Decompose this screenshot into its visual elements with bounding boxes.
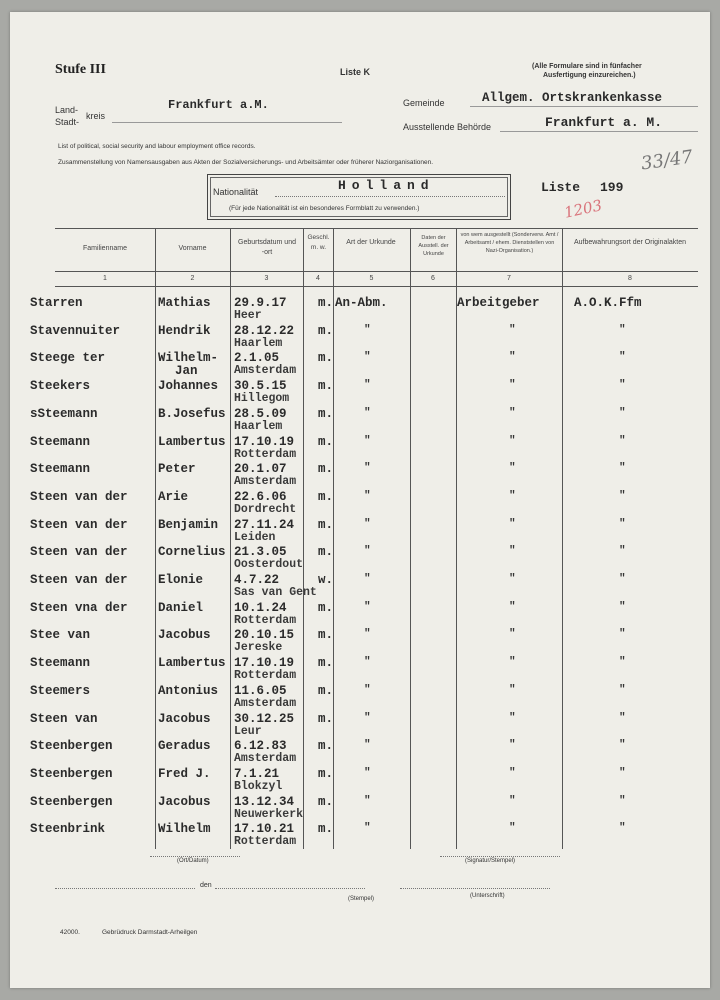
row-sex: m.	[318, 351, 334, 365]
row-surname: Steen van der	[30, 518, 128, 532]
row-surname: Steenbergen	[30, 767, 113, 781]
gemeinde-value: Allgem. Ortskrankenkasse	[482, 91, 663, 105]
row-document-type: "	[364, 573, 371, 585]
row-document-type: "	[364, 407, 371, 419]
row-birth-place: Dordrecht	[234, 503, 297, 516]
row-archive: "	[619, 490, 626, 502]
liste-label: Liste	[541, 180, 581, 195]
behoerde-value: Frankfurt a. M.	[545, 115, 663, 130]
row-issuer: "	[509, 795, 516, 807]
row-first-name: Jacobus	[158, 628, 211, 642]
row-first-name: Daniel	[158, 601, 204, 615]
row-birth-date: 17.10.19	[234, 656, 295, 670]
row-issuer: "	[509, 545, 516, 557]
row-surname: Steemann	[30, 656, 91, 670]
row-birth-date: 20.1.07	[234, 462, 287, 476]
row-archive: "	[619, 545, 626, 557]
row-sex: m.	[318, 518, 334, 532]
row-archive: A.O.K.Ffm	[574, 296, 642, 310]
row-document-type: An-Abm.	[335, 296, 388, 310]
colnum-bottom-border	[55, 286, 698, 287]
row-surname: Steen van	[30, 712, 98, 726]
gemeinde-label: Gemeinde	[403, 98, 445, 108]
row-document-type: "	[364, 324, 371, 336]
row-surname: Steen van der	[30, 490, 128, 504]
row-sex: m.	[318, 767, 334, 781]
header-bottom-border	[55, 271, 698, 272]
row-surname: Steemann	[30, 462, 91, 476]
row-birth-place: Amsterdam	[234, 364, 297, 377]
unterschrift-label: (Unterschrift)	[470, 893, 505, 899]
col-num-1: 1	[103, 275, 107, 282]
col-header-ausgestellt-von: von wem ausgestellt (Sonderverw. Amt / Arbeitsamt / ehem. Dienststellen von Nazi-Organisation.)	[460, 232, 559, 254]
row-archive: "	[619, 324, 626, 336]
row-first-name: Jacobus	[158, 795, 211, 809]
col-num-6: 6	[431, 275, 435, 282]
row-issuer: "	[509, 601, 516, 613]
row-issuer: "	[509, 351, 516, 363]
row-archive: "	[619, 795, 626, 807]
row-document-type: "	[364, 739, 371, 751]
row-surname: sSteemann	[30, 407, 98, 421]
row-birth-place: Haarlem	[234, 337, 283, 350]
row-sex: m.	[318, 601, 334, 615]
row-sex: m.	[318, 296, 334, 310]
col-divider-1	[155, 228, 156, 849]
row-issuer: "	[509, 573, 516, 585]
row-archive: "	[619, 435, 626, 447]
row-birth-date: 17.10.19	[234, 435, 295, 449]
kreis-value: Frankfurt a.M.	[168, 98, 269, 112]
row-surname: Steen van der	[30, 573, 128, 587]
row-document-type: "	[364, 656, 371, 668]
row-archive: "	[619, 767, 626, 779]
row-birth-place: Heer	[234, 309, 262, 322]
den-line-left	[55, 888, 195, 889]
ort-datum-label: (Ort/Datum)	[177, 858, 209, 864]
row-sex: m.	[318, 739, 334, 753]
english-note: List of political, social security and labour employment office records.	[58, 143, 256, 150]
row-birth-place: Rotterdam	[234, 669, 297, 682]
row-first-name: Wilhelm-	[158, 351, 219, 365]
row-issuer: "	[509, 462, 516, 474]
row-document-type: "	[364, 795, 371, 807]
row-archive: "	[619, 822, 626, 834]
row-document-type: "	[364, 435, 371, 447]
col-divider-3	[303, 228, 304, 849]
row-first-name: Jacobus	[158, 712, 211, 726]
row-first-name: Arie	[158, 490, 189, 504]
row-archive: "	[619, 407, 626, 419]
row-document-type: "	[364, 490, 371, 502]
row-birth-date: 11.6.05	[234, 684, 287, 698]
row-sex: m.	[318, 628, 334, 642]
row-archive: "	[619, 712, 626, 724]
row-archive: "	[619, 739, 626, 751]
col-divider-5	[410, 228, 411, 849]
row-archive: "	[619, 684, 626, 696]
col-num-7: 7	[507, 275, 511, 282]
row-first-name: Peter	[158, 462, 196, 476]
form-number: 42000.	[60, 929, 80, 936]
row-issuer: "	[509, 767, 516, 779]
row-birth-place: Oosterdout	[234, 558, 304, 571]
row-issuer: "	[509, 628, 516, 640]
signature-stamp-label: (Signatur/Stempel)	[465, 858, 516, 864]
row-document-type: "	[364, 351, 371, 363]
row-issuer: "	[509, 435, 516, 447]
row-birth-place: Amsterdam	[234, 697, 297, 710]
row-issuer: "	[509, 739, 516, 751]
row-birth-date: 6.12.83	[234, 739, 287, 753]
row-birth-date: 20.10.15	[234, 628, 295, 642]
row-birth-place: Neuwerkerk	[234, 808, 304, 821]
row-birth-date: 30.5.15	[234, 379, 287, 393]
row-first-name: Lambertus	[158, 656, 226, 670]
col-num-5: 5	[369, 275, 374, 282]
row-sex: m.	[318, 795, 334, 809]
row-birth-date: 28.12.22	[234, 324, 295, 338]
row-birth-place: Haarlem	[234, 420, 283, 433]
row-birth-date: 30.12.25	[234, 712, 295, 726]
row-birth-place: Amsterdam	[234, 475, 297, 488]
row-surname: Steenbergen	[30, 795, 113, 809]
land-label: Land-	[55, 105, 79, 115]
unterschrift-line	[400, 888, 550, 889]
row-issuer: "	[509, 407, 516, 419]
row-birth-date: 22.6.06	[234, 490, 287, 504]
row-archive: "	[619, 518, 626, 530]
row-birth-date: 17.10.21	[234, 822, 295, 836]
row-issuer: "	[509, 490, 516, 502]
row-document-type: "	[364, 684, 371, 696]
den-line-right	[215, 888, 365, 889]
row-sex: m.	[318, 407, 334, 421]
row-birth-place: Leur	[234, 725, 262, 738]
row-birth-place: Rotterdam	[234, 614, 297, 627]
row-first-name: Hendrik	[158, 324, 211, 338]
col-header-vorname: Vorname	[178, 245, 207, 252]
row-issuer: "	[509, 656, 516, 668]
row-birth-place: Hillegom	[234, 392, 290, 405]
liste-number: 199	[600, 180, 624, 195]
row-first-name: Mathias	[158, 296, 211, 310]
row-surname: Stee van	[30, 628, 91, 642]
col-divider-6	[456, 228, 457, 849]
row-archive: "	[619, 462, 626, 474]
row-sex: m.	[318, 712, 334, 726]
row-first-name: Wilhelm	[158, 822, 211, 836]
col-num-8: 8	[628, 275, 632, 282]
col-header-art-urkunde: Art der Urkunde	[346, 239, 396, 246]
row-first-name: Fred J.	[158, 767, 211, 781]
row-archive: "	[619, 628, 626, 640]
row-issuer: "	[509, 518, 516, 530]
behoerde-underline	[500, 131, 698, 132]
row-birth-date: 7.1.21	[234, 767, 280, 781]
row-birth-date: 29.9.17	[234, 296, 287, 310]
col-header-geschlecht: Geschl. m. w.	[307, 234, 330, 251]
nationality-dotted	[275, 196, 505, 197]
row-document-type: "	[364, 822, 371, 834]
row-surname: Steekers	[30, 379, 91, 393]
row-document-type: "	[364, 518, 371, 530]
row-issuer: "	[509, 324, 516, 336]
row-surname: Steemann	[30, 435, 91, 449]
row-birth-date: 21.3.05	[234, 545, 287, 559]
row-document-type: "	[364, 601, 371, 613]
row-surname: Steenbergen	[30, 739, 113, 753]
handwritten-corner: 33/47	[639, 146, 695, 175]
row-surname: Stavennuiter	[30, 324, 121, 338]
row-birth-date: 28.5.09	[234, 407, 287, 421]
col-divider-7	[562, 228, 563, 849]
row-sex: w.	[318, 573, 334, 587]
row-birth-date: 27.11.24	[234, 518, 295, 532]
row-issuer: "	[509, 379, 516, 391]
row-first-name-cont: Jan	[175, 364, 198, 378]
col-header-aufbewahrungsort: Aufbewahrungsort der Originalakten	[573, 239, 687, 246]
row-issuer: "	[509, 712, 516, 724]
row-archive: "	[619, 351, 626, 363]
row-first-name: Antonius	[158, 684, 219, 698]
row-first-name: Geradus	[158, 739, 211, 753]
row-document-type: "	[364, 767, 371, 779]
row-surname: Starren	[30, 296, 83, 310]
row-surname: Steege ter	[30, 351, 106, 365]
row-issuer: "	[509, 822, 516, 834]
row-document-type: "	[364, 628, 371, 640]
gemeinde-underline	[470, 106, 698, 107]
row-sex: m.	[318, 656, 334, 670]
row-sex: m.	[318, 545, 334, 559]
row-first-name: Johannes	[158, 379, 219, 393]
stufe-label: Stufe III	[55, 62, 106, 77]
row-archive: "	[619, 573, 626, 585]
col-num-3: 3	[264, 275, 269, 282]
row-document-type: "	[364, 545, 371, 557]
row-document-type: "	[364, 462, 371, 474]
col-divider-4	[333, 228, 334, 849]
stadt-label: Stadt-	[55, 117, 80, 127]
kreis-label: kreis	[86, 111, 106, 121]
row-birth-place: Sas van Gent	[234, 586, 317, 599]
row-archive: "	[619, 656, 626, 668]
row-birth-place: Blokzyl	[234, 780, 283, 793]
row-sex: m.	[318, 379, 334, 393]
row-birth-date: 13.12.34	[234, 795, 295, 809]
nationality-note: (Für jede Nationalität ist ein besonderes Formblatt zu verwenden.)	[229, 205, 420, 212]
row-first-name: Lambertus	[158, 435, 226, 449]
row-birth-date: 2.1.05	[234, 351, 280, 365]
row-document-type: "	[364, 712, 371, 724]
row-archive: "	[619, 379, 626, 391]
row-birth-place: Amsterdam	[234, 752, 297, 765]
col-num-4: 4	[316, 275, 320, 282]
row-surname: Steen van der	[30, 545, 128, 559]
signature-stamp-line	[440, 856, 560, 857]
row-birth-place: Leiden	[234, 531, 276, 544]
row-sex: m.	[318, 490, 334, 504]
row-first-name: B.Josefus	[158, 407, 226, 421]
row-birth-place: Jereske	[234, 641, 283, 654]
row-first-name: Cornelius	[158, 545, 226, 559]
col-header-geburtsdatum: Geburtsdatum und -ort	[238, 239, 296, 256]
col-header-familienname: Familienname	[83, 245, 127, 252]
row-surname: Steemers	[30, 684, 91, 698]
german-note: Zusammenstellung von Namensausgaben aus Akten der Sozialversicherungs- und Arbeitsämter oder früherer Naziorganisationen.	[58, 159, 434, 166]
row-surname: Steen vna der	[30, 601, 128, 615]
col-header-daten-ausstellung: Daten der Ausstell. der Urkunde	[418, 235, 449, 257]
row-birth-place: Rotterdam	[234, 835, 297, 848]
liste-k-label: Liste K	[340, 67, 371, 77]
row-sex: m.	[318, 435, 334, 449]
row-first-name: Elonie	[158, 573, 204, 587]
ort-datum-line	[150, 856, 240, 857]
row-archive: "	[619, 601, 626, 613]
row-document-type: "	[364, 379, 371, 391]
row-sex: m.	[318, 324, 334, 338]
formulare-note-1: (Alle Formulare sind in fünfacher	[532, 63, 642, 70]
row-sex: m.	[318, 822, 334, 836]
row-first-name: Benjamin	[158, 518, 219, 532]
col-divider-2	[230, 228, 231, 849]
row-issuer: Arbeitgeber	[457, 296, 540, 310]
row-birth-date: 4.7.22	[234, 573, 280, 587]
row-birth-date: 10.1.24	[234, 601, 287, 615]
table-top-border	[55, 228, 698, 229]
nationality-value: Holland	[338, 178, 435, 193]
row-sex: m.	[318, 684, 334, 698]
row-issuer: "	[509, 684, 516, 696]
formulare-note-2: Ausfertigung einzureichen.)	[543, 72, 636, 79]
nationality-label: Nationalität	[213, 187, 259, 197]
kreis-underline	[112, 122, 342, 123]
behoerde-label: Ausstellende Behörde	[403, 122, 492, 132]
stempel-label: (Stempel)	[348, 896, 375, 902]
row-sex: m.	[318, 462, 334, 476]
red-mark: 1203	[562, 196, 604, 222]
printer-label: Gebrüdruck Darmstadt-Arheilgen	[102, 929, 198, 936]
row-birth-place: Rotterdam	[234, 448, 297, 461]
row-surname: Steenbrink	[30, 822, 106, 836]
den-label: den	[200, 882, 212, 889]
col-num-2: 2	[190, 275, 195, 282]
